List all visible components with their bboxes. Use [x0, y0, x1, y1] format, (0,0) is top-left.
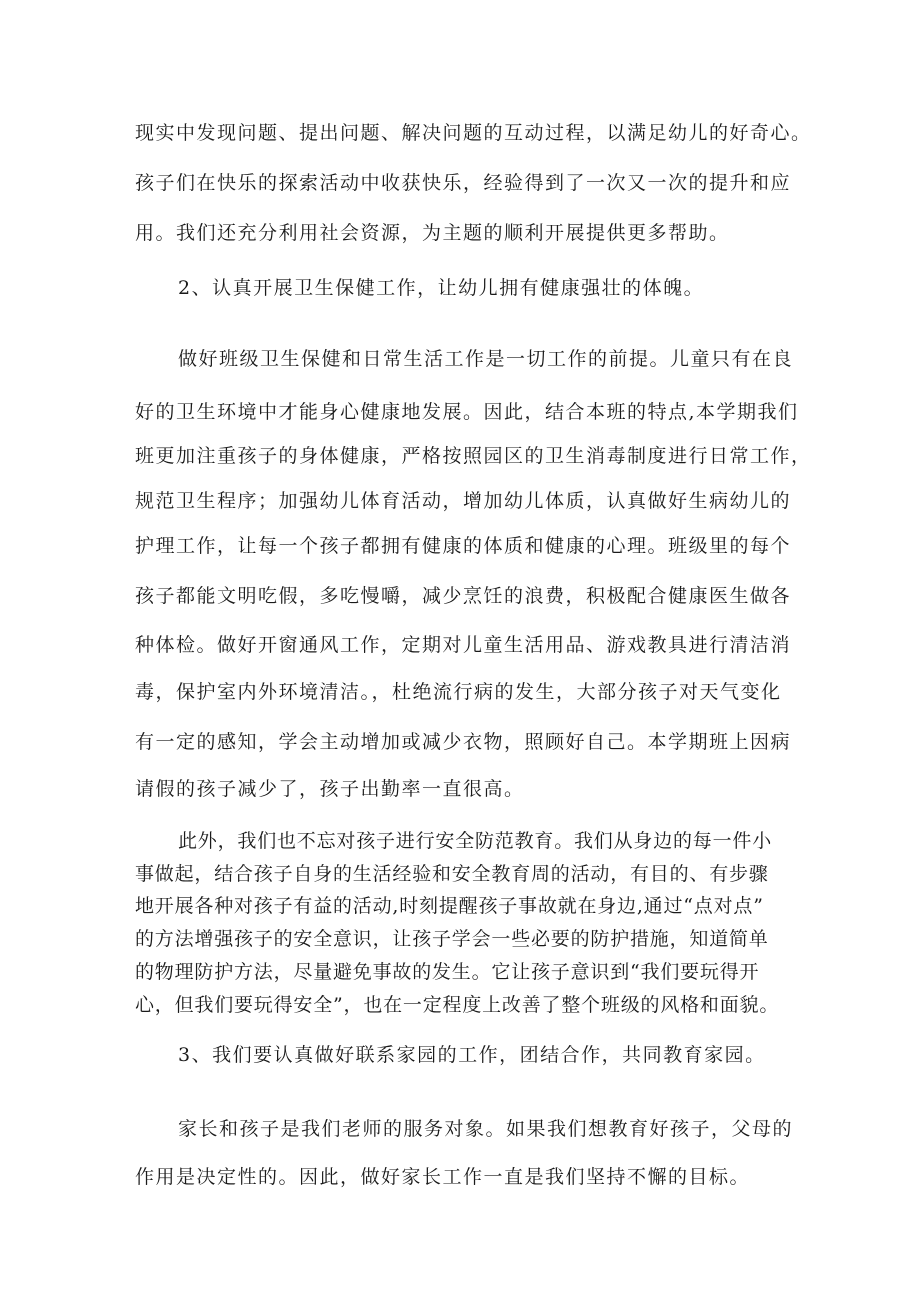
- text-line: 毒，保护室内外环境清洁。，杜绝流行病的发生，大部分孩子对天气变化: [135, 681, 782, 703]
- text-line: 心，但我们要玩得安全”，也在一定程度上改善了整个班级的风格和面貌。: [135, 994, 780, 1016]
- text-line: 孩子都能文明吃假，多吃慢嚼，减少烹饪的浪费，积极配合健康医生做各: [135, 585, 792, 607]
- text-line: 规范卫生程序；加强幼儿体育活动，增加幼儿体质，认真做好生病幼儿的: [135, 490, 792, 512]
- text-line: 孩子们在快乐的探索活动中收获快乐，经验得到了一次又一次的提升和应: [135, 172, 792, 194]
- text-line: 请假的孩子减少了，孩子出勤率一直很高。: [135, 778, 525, 800]
- text-line: 班更加注重孩子的身体健康，严格按照园区的卫生消毒制度进行日常工作，: [135, 445, 812, 467]
- text-line: 此外，我们也不忘对孩子进行安全防范教育。我们从身边的每一件小: [178, 830, 773, 852]
- text-line: 现实中发现问题、提出问题、解决问题的互动过程，以满足幼儿的好奇心。: [135, 122, 812, 144]
- text-line: 用。我们还充分利用社会资源，为主题的顺利开展提供更多帮助。: [135, 222, 730, 244]
- text-line: 护理工作，让每一个孩子都拥有健康的体质和健康的心理。班级里的每个: [135, 535, 792, 557]
- text-line: 做好班级卫生保健和日常生活工作是一切工作的前提。儿童只有在良: [178, 348, 794, 370]
- section-heading-3: 3、我们要认真做好联系家园的工作，团结合作，共同教育家园。: [178, 1044, 766, 1066]
- section-heading-2: 2、认真开展卫生保健工作，让幼儿拥有健康强壮的体魄。: [178, 277, 705, 299]
- text-line: 事做起，结合孩子自身的生活经验和安全教育周的活动，有目的、有步骤: [135, 863, 769, 885]
- text-line: 种体检。做好开窗通风工作，定期对儿童生活用品、游戏教具进行清洁消: [135, 634, 792, 656]
- text-line: 有一定的感知，学会主动增加或减少衣物，照顾好自己。本学期班上因病: [135, 731, 792, 753]
- text-line: 作用是决定性的。因此，做好家长工作一直是我们坚持不懈的目标。: [135, 1166, 751, 1188]
- text-line: 家长和孩子是我们老师的服务对象。如果我们想教育好孩子，父母的: [178, 1118, 794, 1140]
- text-line: 好的卫生环境中才能身心健康地发展。因此，结合本班的特点,本学期我们: [135, 401, 799, 423]
- text-line: 的方法增强孩子的安全意识，让孩子学会一些必要的防护措施，知道简单: [135, 928, 769, 950]
- text-line: 的物理防护方法，尽量避免事故的发生。它让孩子意识到“我们要玩得开: [135, 961, 760, 983]
- text-line: 地开展各种对孩子有益的活动,时刻提醒孩子事故就在身边,通过“点对点”: [135, 895, 764, 917]
